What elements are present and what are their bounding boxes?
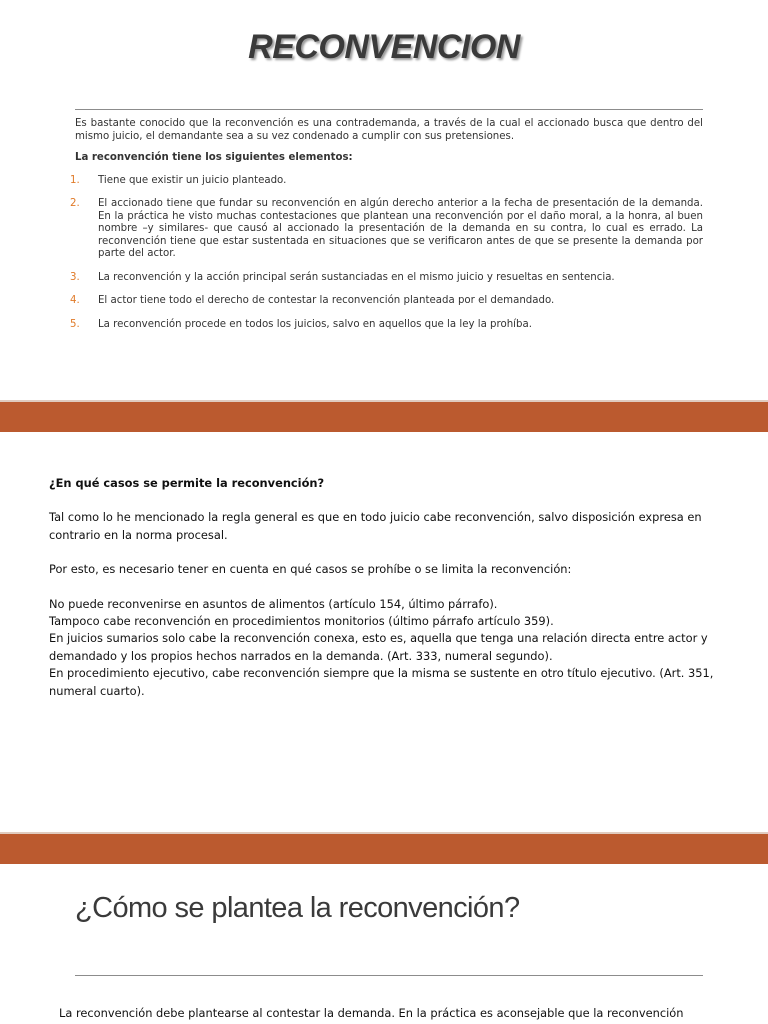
slide-title: ¿Cómo se plantea la reconvención? — [75, 892, 520, 924]
title-divider — [75, 975, 703, 976]
case-line: Tampoco cabe reconvención en procedimientos monitorios (último párrafo artículo 359). — [49, 614, 554, 629]
list-item — [70, 174, 703, 188]
case-line: En juicios sumarios solo cabe la reconvención conexa, esto es, aquella que tenga una relación directa entre actor y demandado y los propios hechos narrados en la demanda. (Art. 333, numeral segundo). — [49, 631, 708, 663]
slide-separator-band — [0, 832, 768, 864]
case-line: No puede reconvenirse en asuntos de alimentos (artículo 154, último párrafo). — [49, 596, 498, 611]
title-divider — [75, 109, 703, 110]
section-heading: ¿En qué casos se permite la reconvención? — [49, 476, 325, 490]
list-number: 1. — [70, 174, 80, 186]
slide-title: RECONVENCION — [248, 28, 520, 66]
list-item — [70, 271, 703, 285]
list-item — [70, 198, 703, 261]
elements-lead: La reconvención tiene los siguientes elementos: — [75, 152, 353, 163]
list-item-text: Tiene que existir un juicio planteado. — [98, 174, 287, 186]
case-line: En procedimiento ejecutivo, cabe reconvención siempre que la misma se sustente en otro título ejecutivo. (Art. 351, numeral cuarto). — [49, 666, 714, 698]
list-item-text: La reconvención y la acción principal serán sustanciadas en el mismo juicio y resueltas en sentencia. — [98, 271, 615, 283]
slide-body — [70, 118, 703, 342]
list-item-text: La reconvención procede en todos los juicios, salvo en aquellos que la ley la prohíba. — [98, 318, 532, 330]
elements-list — [70, 174, 703, 332]
paragraph: Por esto, es necesario tener en cuenta en qué casos se prohíbe o se limita la reconvención: — [49, 562, 572, 577]
list-number: 3. — [70, 271, 80, 283]
intro-paragraph: Es bastante conocido que la reconvención es una contrademanda, a través de la cual el accionado busca que dentro del mismo juicio, el demandante sea a su vez condenado a cumplir con sus pretensiones. — [75, 118, 703, 142]
slide-body — [59, 1005, 719, 1022]
list-item — [70, 318, 703, 332]
list-item — [70, 295, 703, 308]
slide-reconvencion-elements — [0, 0, 768, 400]
slide-reconvencion-cases — [0, 432, 768, 832]
list-item-text: El accionado tiene que fundar su reconvención en algún derecho anterior a la fecha de presentación de la demanda. En la práctica he visto muchas contestaciones que plantean una reconvención por el daño moral, a la honra, al buen nombre –y similares- que causó al accionado la presentación de la demanda en su contra, lo cual es errado. La reconvención tiene que estar sustentada en situaciones que se verificaron antes de que se presente la demanda por parte del actor. — [98, 198, 703, 259]
list-number: 4. — [70, 295, 80, 306]
paragraph: Tal como lo he mencionado la regla general es que en todo juicio cabe reconvención, salvo disposición expresa en contrario en la norma procesal. — [49, 510, 702, 542]
slide-body — [49, 475, 729, 700]
slide-reconvencion-how — [0, 864, 768, 1024]
list-number: 2. — [70, 198, 80, 209]
paragraph: La reconvención debe plantearse al contestar la demanda. En la práctica es aconsejable que la reconvención — [59, 1006, 684, 1020]
list-item-text: El actor tiene todo el derecho de contestar la reconvención planteada por el demandado. — [98, 295, 555, 306]
list-number: 5. — [70, 318, 80, 330]
slide-separator-band — [0, 400, 768, 432]
